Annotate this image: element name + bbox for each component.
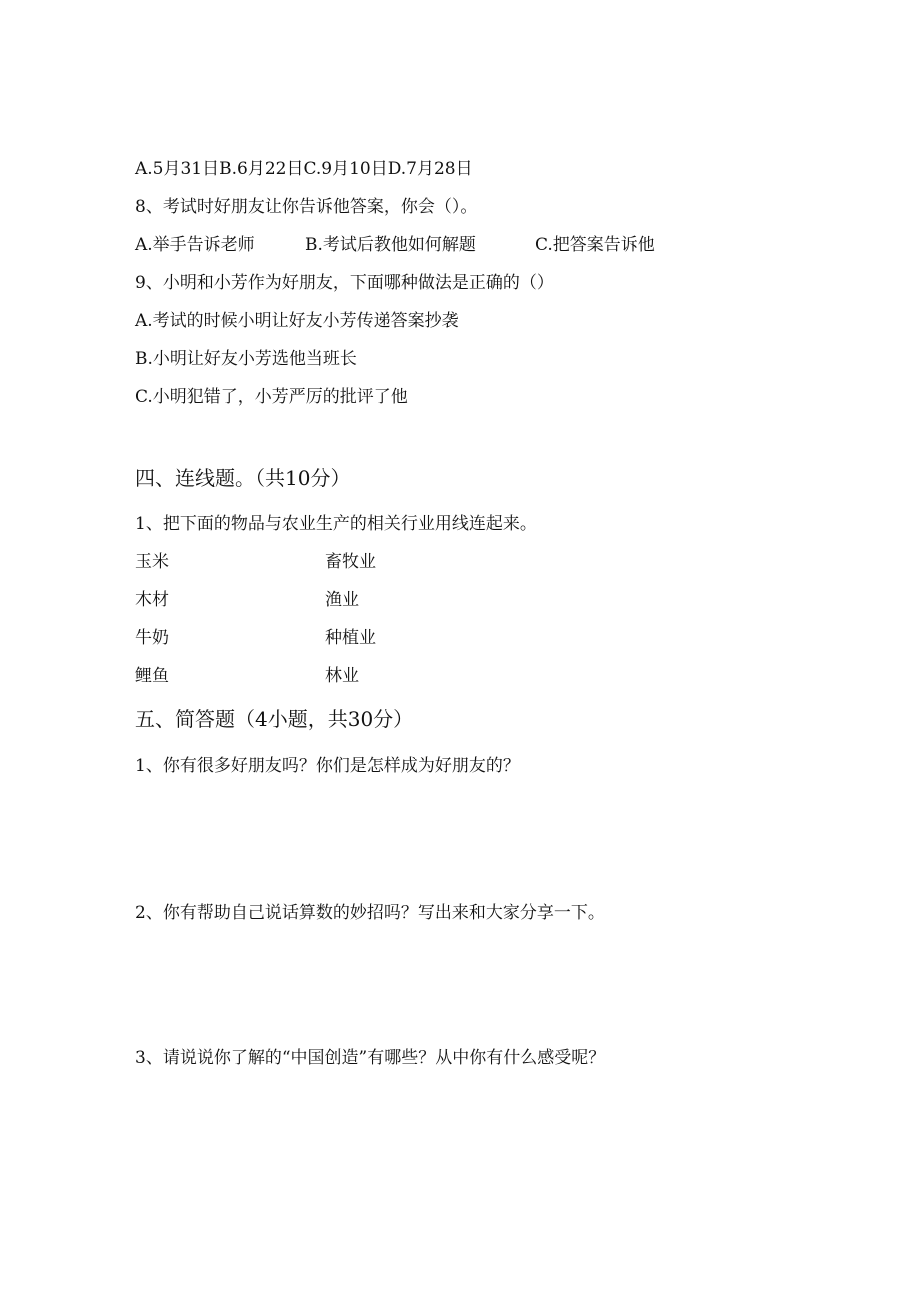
- q9-option-a: A.考试的时候小明让好友小芳传递答案抄袭: [135, 311, 459, 331]
- match-left-item: 牛奶: [135, 628, 169, 648]
- q8-question: 8、考试时好朋友让你告诉他答案，你会（）。: [135, 197, 478, 217]
- match-left-item: 玉米: [135, 552, 169, 572]
- section4-q1: 1、把下面的物品与农业生产的相关行业用线连起来。: [135, 514, 537, 534]
- q7-options: A.5月31日B.6月22日C.9月10日D.7月28日: [135, 159, 473, 179]
- section5-q3: 3、请说说你了解的“中国创造”有哪些？从中你有什么感受呢？: [135, 1048, 606, 1068]
- q9-option-b: B.小明让好友小芳选他当班长: [135, 349, 357, 369]
- match-left-item: 鲤鱼: [135, 666, 169, 686]
- match-right-item: 种植业: [325, 628, 376, 648]
- section5-q2: 2、你有帮助自己说话算数的妙招吗？写出来和大家分享一下。: [135, 903, 605, 923]
- q8-option-c: C.把答案告诉他: [535, 235, 655, 255]
- match-right-item: 渔业: [325, 590, 359, 610]
- section5-q1: 1、你有很多好朋友吗？你们是怎样成为好朋友的？: [135, 756, 520, 776]
- q8-option-a: A.举手告诉老师: [135, 235, 255, 255]
- match-left-item: 木材: [135, 590, 169, 610]
- match-right-item: 畜牧业: [325, 552, 376, 572]
- q9-option-c: C.小明犯错了，小芳严厉的批评了他: [135, 387, 408, 407]
- match-right-item: 林业: [325, 666, 359, 686]
- section5-heading: 五、简答题（4小题，共30分）: [135, 707, 414, 731]
- section4-heading: 四、连线题。（共10分）: [135, 466, 351, 490]
- q8-option-b: B.考试后教他如何解题: [305, 235, 476, 255]
- q9-question: 9、小明和小芳作为好朋友，下面哪种做法是正确的（）: [135, 273, 554, 293]
